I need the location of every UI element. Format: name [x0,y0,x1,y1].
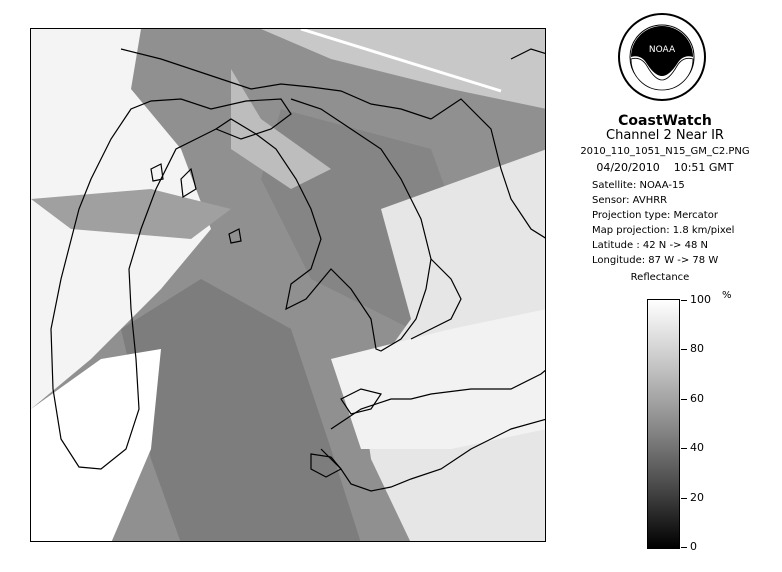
svg-text:NOAA: NOAA [648,45,676,55]
colorbar-tick [681,399,687,400]
map-canvas [31,29,546,542]
colorbar-unit: % [722,290,732,301]
meta-longitude: Longitude: 87 W -> 78 W [592,255,719,266]
colorbar-tick-label: 40 [690,441,704,454]
satellite-image [30,28,546,542]
colorbar-tick-label: 80 [690,342,704,355]
colorbar-tick [681,498,687,499]
noaa-logo-icon [617,12,707,102]
colorbar-tick [681,547,687,548]
meta-projection-type: Projection type: Mercator [592,210,718,221]
filename-label: 2010_110_1051_N15_GM_C2.PNG [580,146,750,157]
brand-title: CoastWatch [618,113,712,129]
channel-label: Channel 2 Near IR [606,128,724,143]
colorbar [647,299,680,549]
colorbar-tick-label: 0 [690,540,697,553]
meta-satellite: Satellite: NOAA-15 [592,180,685,191]
colorbar-tick-label: 60 [690,392,704,405]
datetime-label: 04/20/2010 10:51 GMT [596,161,734,174]
meta-latitude: Latitude : 42 N -> 48 N [592,240,708,251]
meta-map-projection: Map projection: 1.8 km/pixel [592,225,735,236]
colorbar-tick-label: 20 [690,491,704,504]
colorbar-tick [681,349,687,350]
colorbar-tick-label: 100 [690,293,711,306]
meta-sensor: Sensor: AVHRR [592,195,668,206]
colorbar-tick [681,448,687,449]
colorbar-title: Reflectance [630,272,690,283]
colorbar-tick [681,300,687,301]
